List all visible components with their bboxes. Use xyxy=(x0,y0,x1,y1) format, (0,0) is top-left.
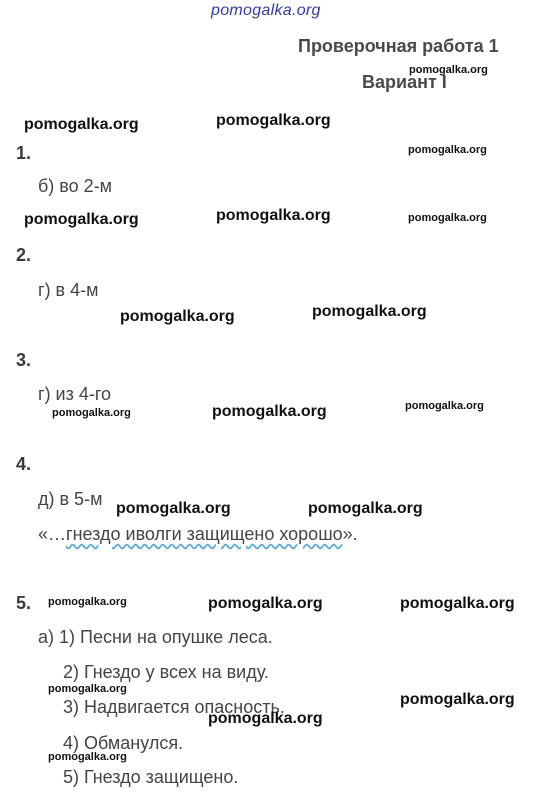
question-number-3: 3. xyxy=(16,350,32,370)
watermark: pomogalka.org xyxy=(120,308,235,325)
watermark: pomogalka.org xyxy=(216,207,331,224)
watermark: pomogalka.org xyxy=(408,144,487,156)
page-title: Проверочная работа 1 xyxy=(298,36,499,56)
watermark: pomogalka.org xyxy=(48,683,127,695)
answer-2: г) в 4-м xyxy=(38,280,99,300)
question-number-2: 2. xyxy=(16,245,32,265)
answer-5-item-1: а) 1) Песни на опушке леса. xyxy=(38,627,273,647)
watermark: pomogalka.org xyxy=(400,691,515,708)
watermark: pomogalka.org xyxy=(400,595,515,612)
answer-5-item-3: 3) Надвигается опасность. xyxy=(63,697,285,717)
quote-line xyxy=(38,524,358,545)
watermark: pomogalka.org xyxy=(208,595,323,612)
watermark: pomogalka.org xyxy=(409,64,488,76)
quote-open: «… xyxy=(38,524,67,544)
question-number-5: 5. xyxy=(16,593,32,613)
watermark: pomogalka.org xyxy=(212,403,327,420)
watermark: pomogalka.org xyxy=(52,407,131,419)
watermark: pomogalka.org xyxy=(24,211,139,228)
answer-3: г) из 4-го xyxy=(38,384,112,404)
watermark: pomogalka.org xyxy=(216,112,331,129)
watermark: pomogalka.org xyxy=(208,710,323,727)
answer-5-item-5: 5) Гнездо защищено. xyxy=(63,767,239,787)
answer-5-item-2: 2) Гнездо у всех на виду. xyxy=(63,662,269,682)
watermark: pomogalka.org xyxy=(312,303,427,320)
question-number-4: 4. xyxy=(16,454,32,474)
question-number-1: 1. xyxy=(16,143,32,163)
watermark-top: pomogalka.org xyxy=(211,2,321,19)
watermark: pomogalka.org xyxy=(408,212,487,224)
watermark: pomogalka.org xyxy=(405,400,484,412)
quote-close: ». xyxy=(342,524,358,544)
quote-text: гнездо иволги защищено хорошо xyxy=(66,524,343,544)
variant-label: Вариант I xyxy=(362,72,447,92)
watermark: pomogalka.org xyxy=(48,596,127,608)
answer-4: д) в 5-м xyxy=(38,489,103,509)
watermark: pomogalka.org xyxy=(116,500,231,517)
watermark: pomogalka.org xyxy=(48,751,127,763)
answer-5-item-4: 4) Обманулся. xyxy=(63,733,184,753)
watermark: pomogalka.org xyxy=(308,500,423,517)
watermark: pomogalka.org xyxy=(24,116,139,133)
answer-1: б) во 2-м xyxy=(38,176,113,196)
